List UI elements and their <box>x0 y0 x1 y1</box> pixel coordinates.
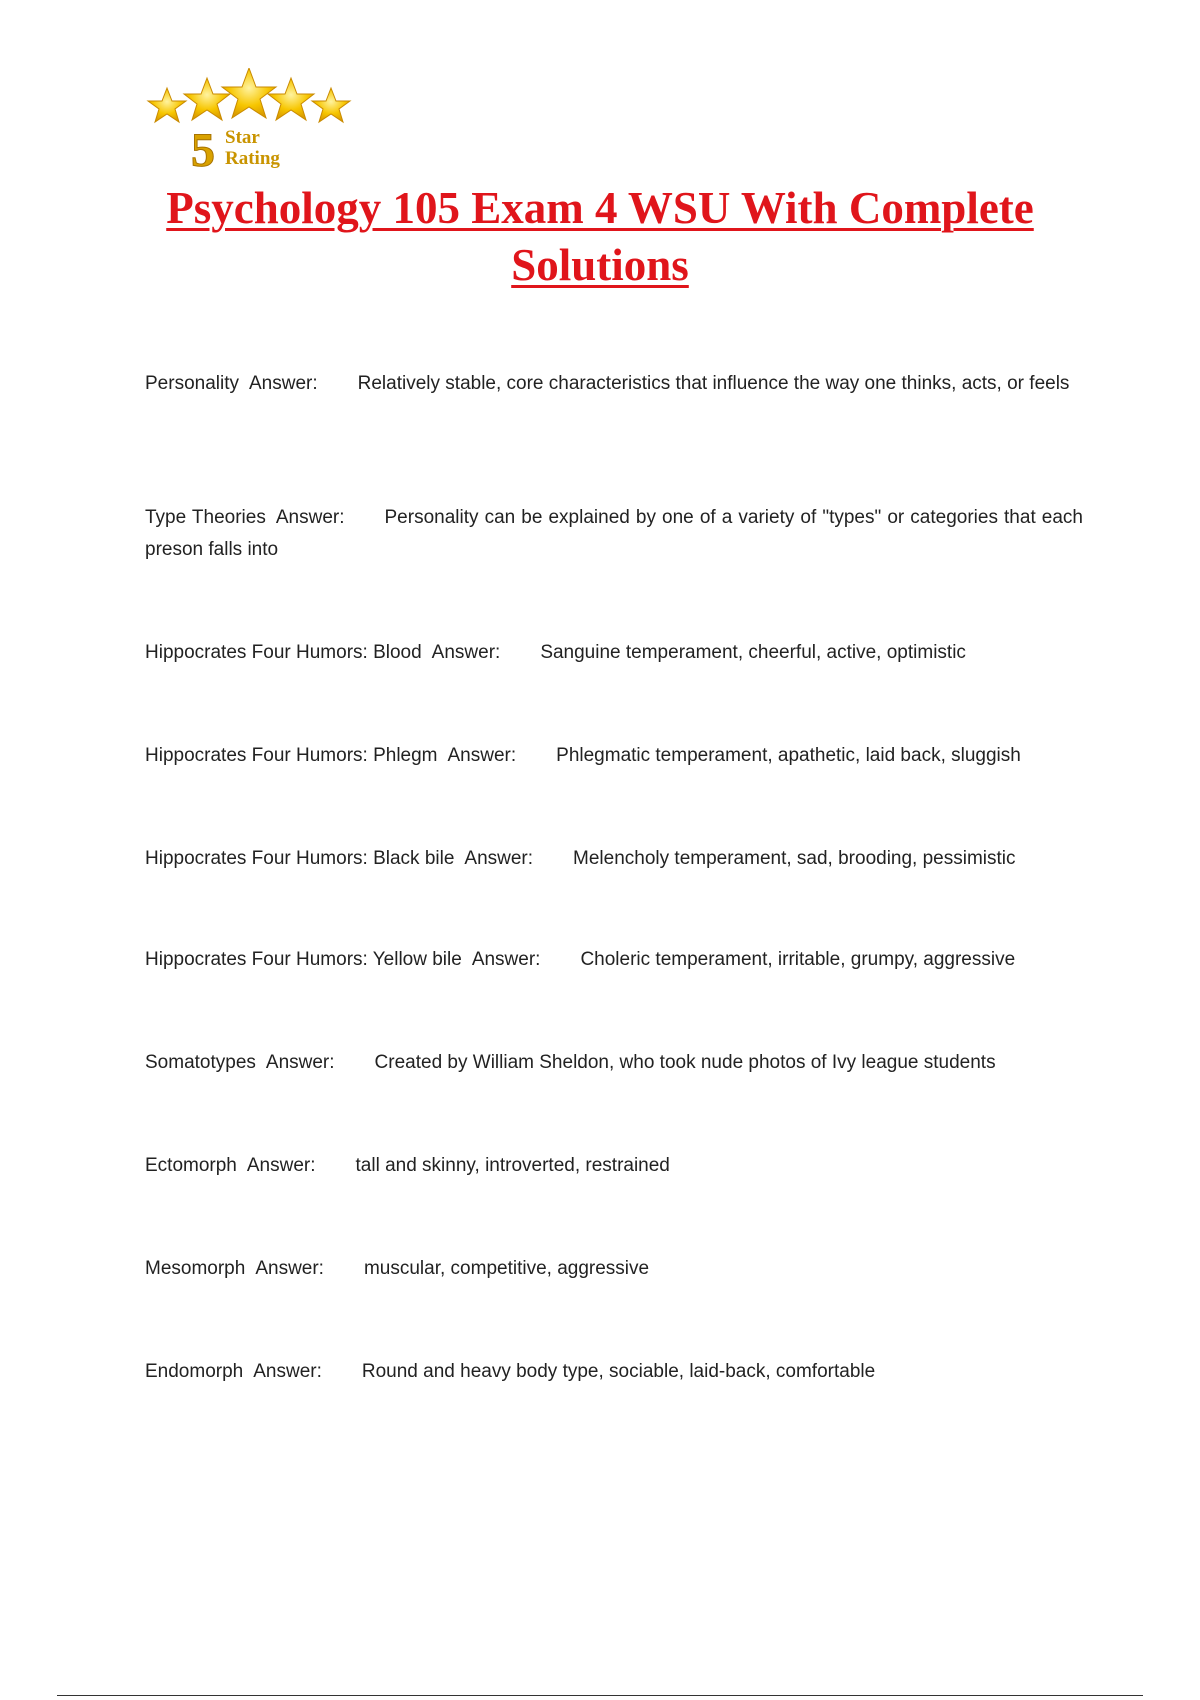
star-icon <box>312 88 350 122</box>
entry-answer: Created by William Sheldon, who took nude photos of Ivy league students <box>374 1052 996 1073</box>
entry-answer: Personality can be explained by one of a variety of "types" or categories that each preson falls into <box>145 507 1083 560</box>
five-star-rating-logo <box>143 68 355 174</box>
logo-number: 5 <box>191 124 215 174</box>
qa-entry <box>145 502 1083 566</box>
qa-entry <box>145 368 1083 400</box>
logo-word-star: Star <box>225 127 260 148</box>
entry-answer-label: Answer: <box>255 1258 324 1279</box>
star-icon <box>222 68 276 118</box>
logo-word-rating: Rating <box>225 148 280 169</box>
entry-answer-label: Answer: <box>471 949 541 970</box>
entry-answer: Melencholy temperament, sad, brooding, pessimistic <box>573 848 1016 869</box>
entry-term: Somatotypes <box>145 1052 256 1073</box>
entry-answer-label: Answer: <box>464 848 534 869</box>
entry-term: Hippocrates Four Humors: Yellow bile <box>145 949 462 970</box>
qa-entry <box>145 1047 1083 1079</box>
entry-term: Personality <box>145 373 239 394</box>
qa-entry <box>145 1356 1083 1388</box>
entry-answer: muscular, competitive, aggressive <box>363 1258 650 1279</box>
entry-term: Endomorph <box>145 1361 244 1382</box>
entry-term: Mesomorph <box>145 1258 246 1279</box>
entry-answer-label: Answer: <box>249 373 318 394</box>
entry-answer: Sanguine temperament, cheerful, active, optimistic <box>540 642 966 663</box>
entry-term: Hippocrates Four Humors: Phlegm <box>145 745 438 766</box>
page-title: Psychology 105 Exam 4 WSU With Complete Solutions <box>166 183 1034 290</box>
star-icon <box>184 78 230 120</box>
entry-answer-label: Answer: <box>253 1361 322 1382</box>
entry-answer-label: Answer: <box>275 507 345 528</box>
entry-answer-label: Answer: <box>265 1052 335 1073</box>
entry-answer: Phlegmatic temperament, apathetic, laid back, sluggish <box>556 745 1021 766</box>
star-icon <box>268 78 314 120</box>
qa-entry <box>145 637 1083 669</box>
qa-entry <box>145 740 1083 772</box>
entry-answer: Relatively stable, core characteristics that influence the way one thinks, acts, or feels <box>357 373 1070 394</box>
qa-entry <box>145 843 1083 875</box>
qa-entry <box>145 944 1083 976</box>
entry-answer: tall and skinny, introverted, restrained <box>355 1155 670 1176</box>
entry-answer-label: Answer: <box>431 642 501 663</box>
entry-term: Hippocrates Four Humors: Black bile <box>145 848 455 869</box>
page-bottom-divider <box>57 1695 1143 1696</box>
star-icon <box>148 88 186 122</box>
entry-answer: Round and heavy body type, sociable, laid-back, comfortable <box>361 1361 876 1382</box>
entry-answer: Choleric temperament, irritable, grumpy, aggressive <box>580 949 1016 970</box>
entry-term: Type Theories <box>145 507 266 528</box>
qa-entry <box>145 1253 1083 1285</box>
entry-term: Ectomorph <box>145 1155 237 1176</box>
qa-entry <box>145 1150 1083 1182</box>
entry-answer-label: Answer: <box>246 1155 316 1176</box>
star-icon-group <box>143 68 355 174</box>
entry-term: Hippocrates Four Humors: Blood <box>145 642 422 663</box>
entry-answer-label: Answer: <box>447 745 517 766</box>
